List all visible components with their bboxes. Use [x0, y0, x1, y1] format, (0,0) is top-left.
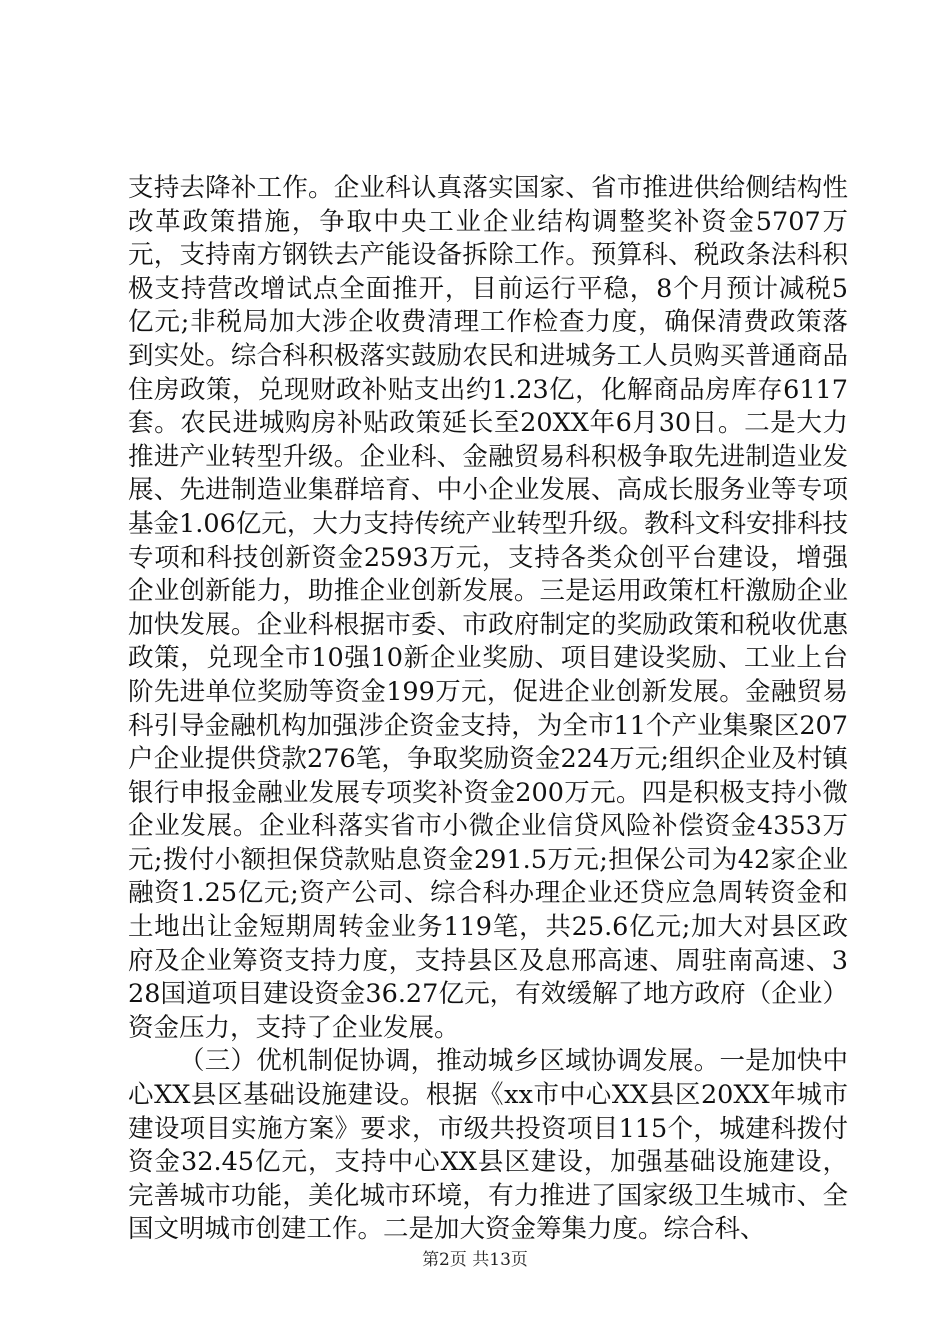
page-footer: 第2页 共13页	[422, 1250, 528, 1270]
paragraph-1: 支持去降补工作。企业科认真落实国家、省市推进供给侧结构性改革政策措施，争取中央工业企业结构调整奖补资金5707万元，支持南方钢铁去产能设备拆除工作。预算科、税政条法科积极支持营改增试点全面推开，目前运行平稳，8个月预计减税5亿元;非税局加大涉企收费清理工作检查力度，确保清费政策落到实处。综合科积极落实鼓励农民和进城务工人员购买普通商品住房政策，兑现财政补贴支出约1.23亿，化解商品房库存6117套。农民进城购房补贴政策延长至20XX年6月30日。二是大力推进产业转型升级。企业科、金融贸易科积极争取先进制造业发展、先进制造业集群培育、中小企业发展、高成长服务业等专项基金1.06亿元，大力支持传统产业转型升级。教科文科安排科技专项和科技创新资金2593万元，支持各类众创平台建设，增强企业创新能力，助推企业创新发展。三是运用政策杠杆激励企业加快发展。企业科根据市委、市政府制定的奖励政策和税收优惠政策，兑现全市10强10新企业奖励、项目建设奖励、工业上台阶先进单位奖励等资金199万元，促进企业创新发展。金融贸易科引导金融机构加强涉企资金支持，为全市11个产业集聚区207户企业提供贷款276笔，争取奖励资金224万元;组织企业及村镇银行申报金融业发展专项奖补资金200万元。四是积极支持小微企业发展。企业科落实省市小微企业信贷风险补偿资金4353万元;拨付小额担保贷款贴息资金291.5万元;担保公司为42家企业融资1.25亿元;资产公司、综合科办理企业还贷应急周转资金和土地出让金短期周转金业务119笔，共25.6亿元;加大对县区政府及企业筹资支持力度，支持县区及息邢高速、周驻南高速、328国道项目建设资金36.27亿元，有效缓解了地方政府（企业）资金压力，支持了企业发展。	[128, 173, 848, 1043]
paragraph-2: （三）优机制促协调，推动城乡区域协调发展。一是加快中心XX县区基础设施建设。根据《xx市中心XX县区20XX年城市建设项目实施方案》要求，市级共投资项目115个，城建科拨付资金32.45亿元，支持中心XX县区建设，加强基础设施建设，完善城市功能，美化城市环境，有力推进了国家级卫生城市、全国文明城市创建工作。二是加大资金筹集力度。综合科、	[128, 1046, 848, 1245]
document-body	[128, 172, 848, 1247]
